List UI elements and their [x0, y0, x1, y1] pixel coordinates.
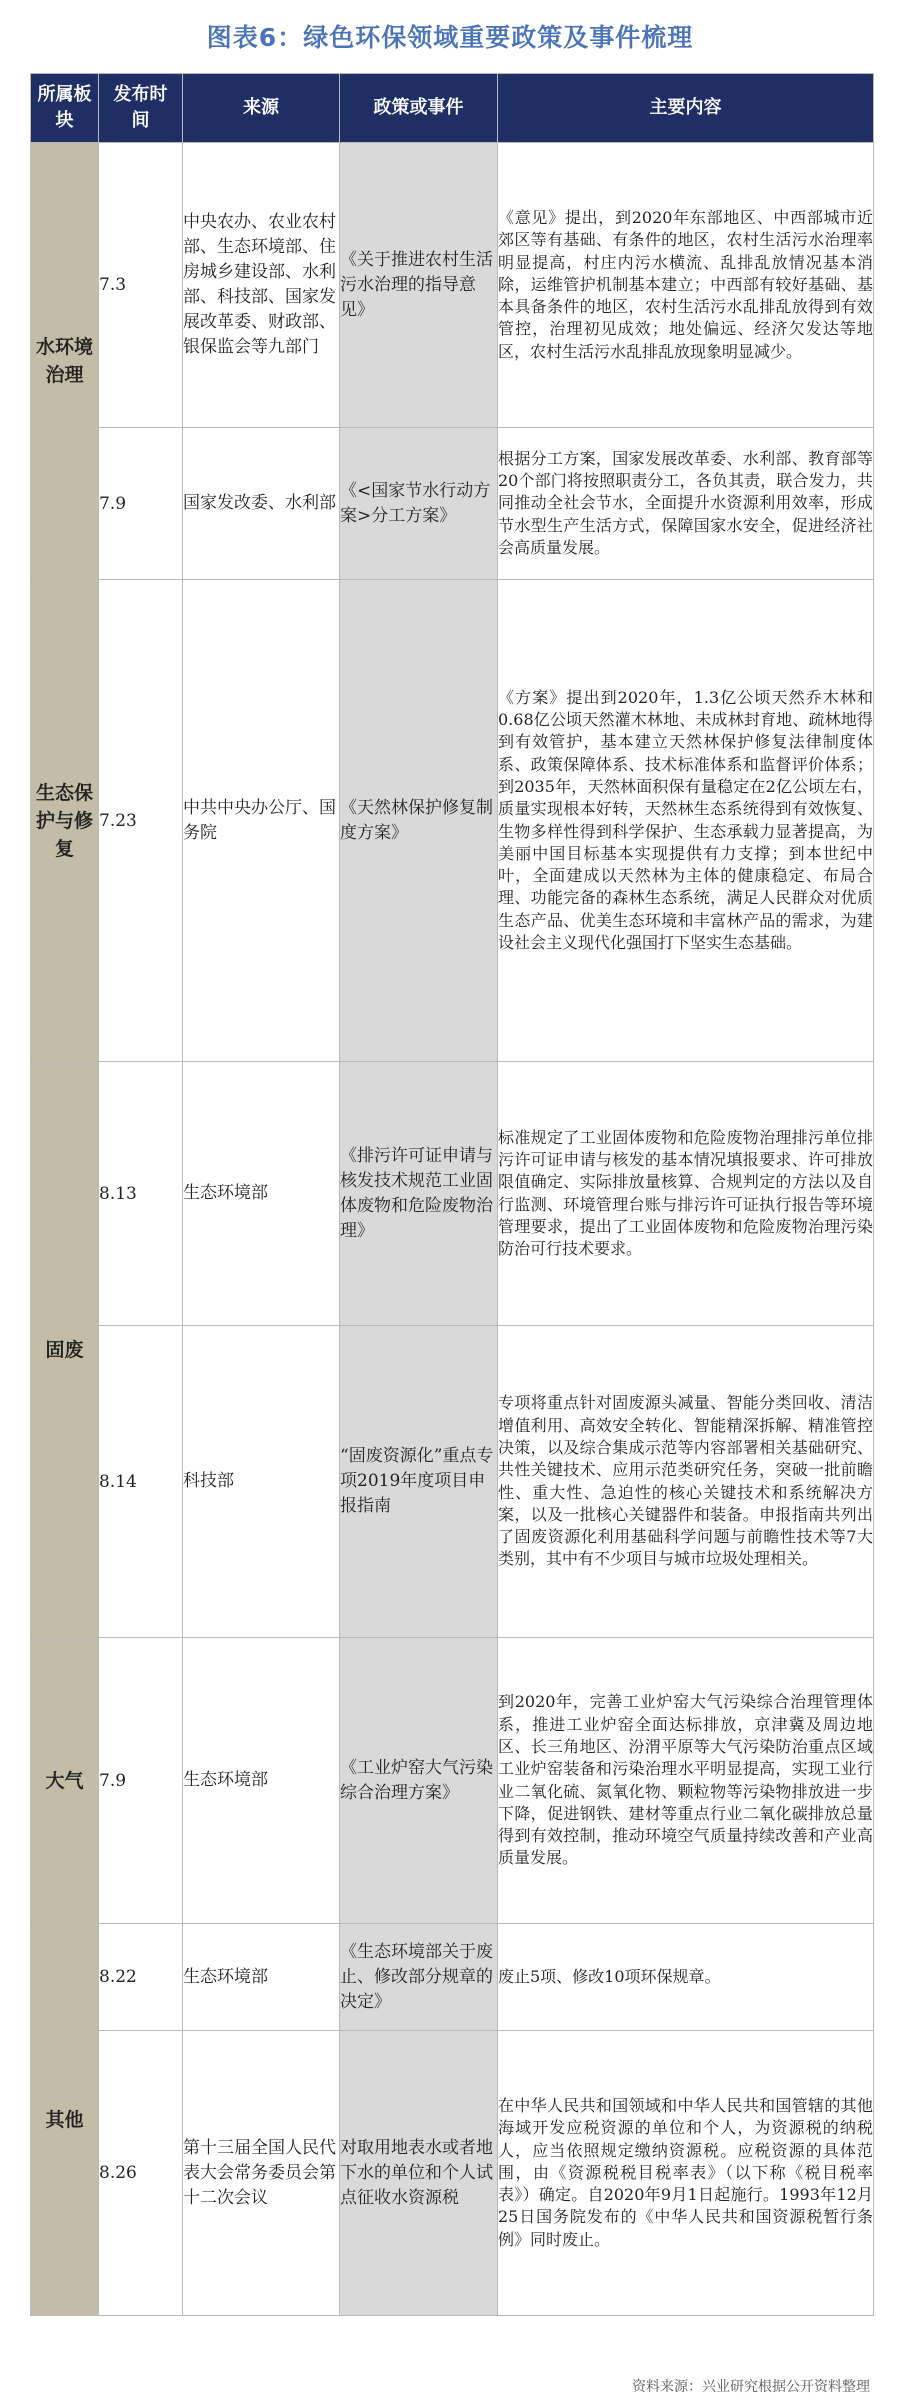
row-content: 专项将重点针对固废源头减量、智能分类回收、清洁增值利用、高效安全转化、智能精深拆解、精准管控决策，以及综合集成示范等内容部署相关基础研究、共性关键技术、应用示范类研究任务，突破一批前瞻性、重大性、急迫性的核心关键技术和系统解决方案，以及一批核心关键器件和装备。申报指南共列出了固废资源化利用基础科学问题与前瞻性技术等7大类别，其中有不少项目与城市垃圾处理相关。 — [498, 1326, 874, 1638]
category-water: 水环境治理 — [31, 143, 99, 580]
row-date: 7.3 — [99, 143, 183, 428]
row-policy: 《排污许可证申请与核发技术规范工业固体废物和危险废物治理》 — [340, 1062, 498, 1326]
row-policy: 《关于推进农村生活污水治理的指导意见》 — [340, 143, 498, 428]
row-date: 7.9 — [99, 1638, 183, 1924]
row-source: 中共中央办公厅、国务院 — [183, 580, 340, 1062]
table-row — [31, 580, 874, 1062]
row-content: 标准规定了工业固体废物和危险废物治理排污单位排污许可证申请与核发的基本情况填报要求、许可排放限值确定、实际排放量核算、合规判定的方法以及自行监测、环境管理台账与排污许可证执行报告等环境管理要求，提出了工业固体废物和危险废物治理污染防治可行技术要求。 — [498, 1062, 874, 1326]
table-row — [31, 1326, 874, 1638]
row-date: 8.26 — [99, 2031, 183, 2316]
table-row — [31, 1924, 874, 2031]
table-row — [31, 428, 874, 580]
category-air: 大气 — [31, 1638, 99, 1924]
category-other: 其他 — [31, 1924, 99, 2316]
header-source: 来源 — [183, 74, 340, 143]
row-content: 废止5项、修改10项环保规章。 — [498, 1924, 874, 2031]
row-source: 生态环境部 — [183, 1638, 340, 1924]
row-source: 生态环境部 — [183, 1924, 340, 2031]
row-date: 8.14 — [99, 1326, 183, 1638]
table-header-row — [31, 74, 874, 143]
row-source: 第十三届全国人民代表大会常务委员会第十二次会议 — [183, 2031, 340, 2316]
row-content: 在中华人民共和国领域和中华人民共和国管辖的其他海域开发应税资源的单位和个人，为资源税的纳税人，应当依照规定缴纳资源税。应税资源的具体范围，由《资源税税目税率表》（以下称《税目税率表》）确定。自2020年9月1日起施行。1993年12月25日国务院发布的《中华人民共和国资源税暂行条例》同时废止。 — [498, 2031, 874, 2316]
row-content: 《方案》提出到2020年，1.3亿公顷天然乔木林和0.68亿公顷天然灌木林地、未成林封育地、疏林地得到有效管护，基本建立天然林保护修复法律制度体系、政策保障体系、技术标准体系和监督评价体系；到2035年，天然林面积保有量稳定在2亿公顷左右，质量实现根本好转，天然林生态系统得到有效恢复、生物多样性得到科学保护、生态承载力显著提高，为美丽中国目标基本实现提供有力支撑；到本世纪中叶，全面建成以天然林为主体的健康稳定、布局合理、功能完备的森林生态系统，满足人民群众对优质生态产品、优美生态环境和丰富林产品的需求，为建设社会主义现代化强国打下坚实生态基础。 — [498, 580, 874, 1062]
row-policy: 《<国家节水行动方案>分工方案》 — [340, 428, 498, 580]
row-date: 8.13 — [99, 1062, 183, 1326]
table-row — [31, 143, 874, 428]
header-content: 主要内容 — [498, 74, 874, 143]
table-row — [31, 2031, 874, 2316]
row-source: 科技部 — [183, 1326, 340, 1638]
row-source: 生态环境部 — [183, 1062, 340, 1326]
row-date: 8.22 — [99, 1924, 183, 2031]
row-date: 7.23 — [99, 580, 183, 1062]
row-content: 到2020年，完善工业炉窑大气污染综合治理管理体系，推进工业炉窑全面达标排放，京津冀及周边地区、长三角地区、汾渭平原等大气污染防治重点区域工业炉窑装备和污染治理水平明显提高，实现工业行业二氧化硫、氮氧化物、颗粒物等污染物排放进一步下降，促进钢铁、建材等重点行业二氧化碳排放总量得到有效控制，推动环境空气质量持续改善和产业高质量发展。 — [498, 1638, 874, 1924]
table-row — [31, 1062, 874, 1326]
row-policy: 对取用地表水或者地下水的单位和个人试点征收水资源税 — [340, 2031, 498, 2316]
header-date: 发布时间 — [99, 74, 183, 143]
row-policy: 《生态环境部关于废止、修改部分规章的决定》 — [340, 1924, 498, 2031]
category-ecology: 生态保护与修复 — [31, 580, 99, 1062]
header-policy: 政策或事件 — [340, 74, 498, 143]
source-note: 资料来源：兴业研究根据公开资料整理 — [632, 2379, 870, 2395]
figure-title: 图表6：绿色环保领域重要政策及事件梳理 — [206, 23, 694, 52]
row-policy: 《工业炉窑大气污染综合治理方案》 — [340, 1638, 498, 1924]
row-policy: “固废资源化”重点专项2019年度项目申报指南 — [340, 1326, 498, 1638]
table-row — [31, 1638, 874, 1924]
row-content: 《意见》提出，到2020年东部地区、中西部城市近郊区等有基础、有条件的地区，农村生活污水治理率明显提高，村庄内污水横流、乱排乱放情况基本消除，运维管护机制基本建立；中西部有较好基础、基本具备条件的地区，农村生活污水乱排乱放得到有效管控，治理初见成效；地处偏远、经济欠发达等地区，农村生活污水乱排乱放现象明显减少。 — [498, 143, 874, 428]
header-category: 所属板块 — [31, 74, 99, 143]
row-source: 国家发改委、水利部 — [183, 428, 340, 580]
row-content: 根据分工方案，国家发展改革委、水利部、教育部等20个部门将按照职责分工，各负其责，联合发力，共同推动全社会节水，全面提升水资源利用效率，形成节水型生产生活方式，保障国家水安全，促进经济社会高质量发展。 — [498, 428, 874, 580]
policy-table — [30, 73, 874, 2316]
row-date: 7.9 — [99, 428, 183, 580]
category-solid-waste: 固废 — [31, 1062, 99, 1638]
row-source: 中央农办、农业农村部、生态环境部、住房城乡建设部、水利部、科技部、国家发展改革委、财政部、银保监会等九部门 — [183, 143, 340, 428]
row-policy: 《天然林保护修复制度方案》 — [340, 580, 498, 1062]
